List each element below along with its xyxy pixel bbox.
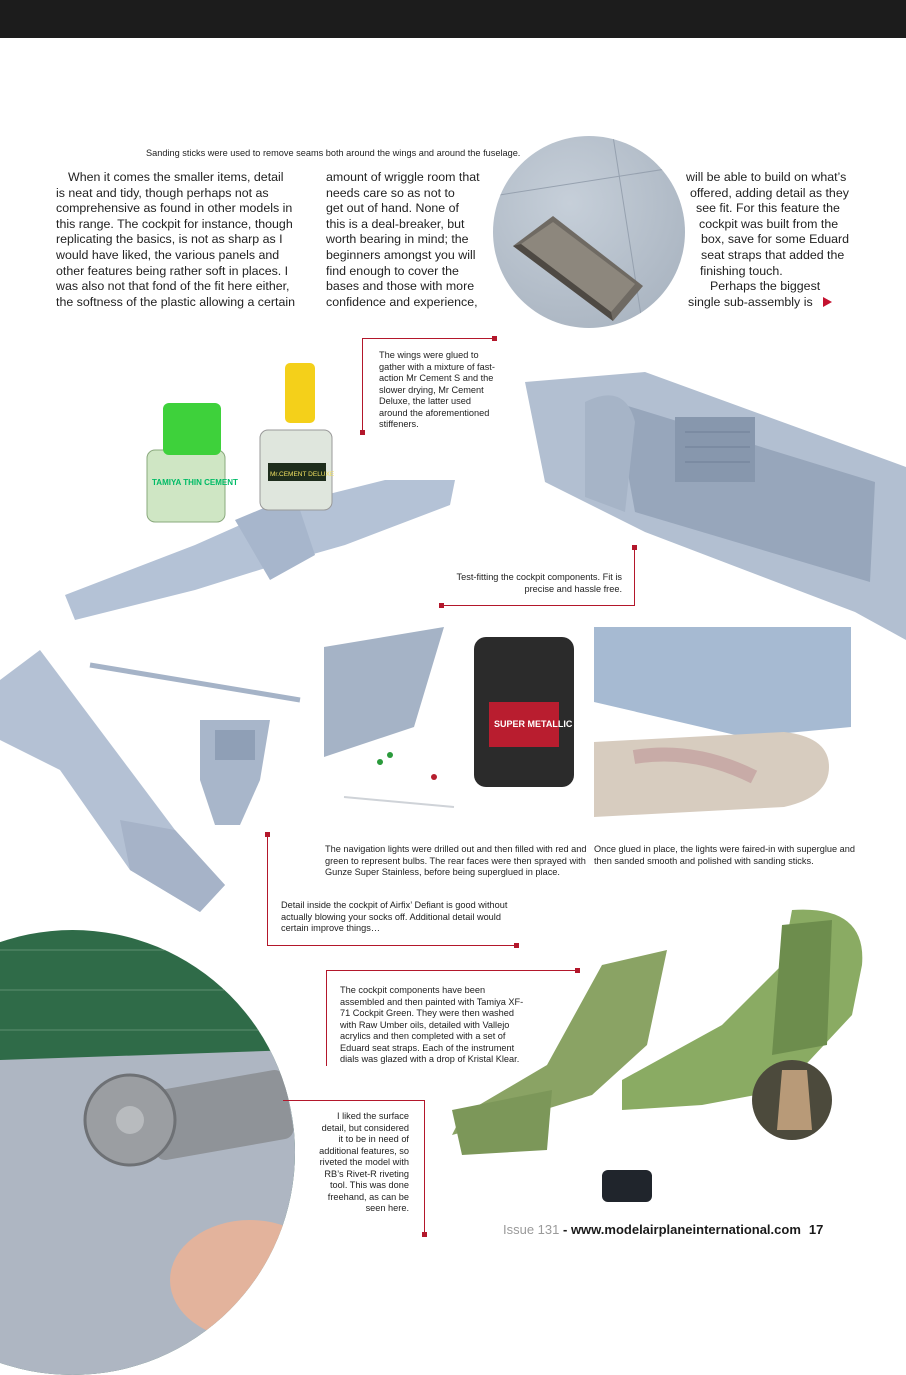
cockpit-floor-parts-photo xyxy=(0,650,320,912)
col3-line-8 xyxy=(670,295,870,311)
page-number: 17 xyxy=(808,1222,824,1237)
fuselage-illustration xyxy=(525,362,906,640)
col1-line-3: this range. The cockpit for instance, though xyxy=(56,216,293,231)
body-column-2 xyxy=(326,170,501,310)
riveting-tool-illustration xyxy=(0,930,295,1375)
green-bottle-label: TAMIYA THIN CEMENT xyxy=(152,478,238,487)
rivet-leader-horizontal xyxy=(283,1100,425,1101)
wings-leader-vertical xyxy=(362,338,363,433)
col3-line-4: box, save for some Eduard xyxy=(701,232,850,247)
painted-leader-end xyxy=(575,968,580,973)
sanding-stick-illustration xyxy=(493,136,685,328)
footer-site-link[interactable]: www.modelairplaneinternational.com xyxy=(570,1222,801,1237)
painted-leader-horizontal xyxy=(326,970,577,971)
page-footer xyxy=(503,1222,823,1237)
rivet-leader-end xyxy=(422,1232,427,1237)
col2-line-1: needs care so as not to xyxy=(326,185,455,200)
col1-line-8: the softness of the plastic allowing a certain xyxy=(56,294,295,309)
col2-line-4: worth bearing in mind; the xyxy=(326,232,469,247)
col3-line-7: Perhaps the biggest xyxy=(710,279,821,294)
col1-line-2: comprehensive as found in other models in xyxy=(56,201,293,216)
caption-painted: The cockpit components have been assembled and then painted with Tamiya XF-71 Cockpit Green. They were then washed with Raw Umber oils, detailed with Vallejo acrylics and then completed with a set of Eduard seat straps. Each of the instrument dials was glazed with a drop of Kristal Klear. xyxy=(340,985,524,1064)
col1-line-5: would have liked, the various panels and xyxy=(56,247,280,262)
col2-line-5: beginners amongst you will xyxy=(326,247,476,262)
testfit-leader-vertical xyxy=(634,548,635,606)
continue-arrow-icon xyxy=(823,297,832,307)
col3-line-5: seat straps that added the xyxy=(701,247,845,262)
detail-leader-vertical xyxy=(267,835,268,946)
caption-testfit: Test-fitting the cockpit components. Fit is precise and hassle free. xyxy=(456,572,622,594)
col2-line-3: this is a deal-breaker, but xyxy=(326,216,465,231)
caption-fairing: Once glued in place, the lights were faired-in with superglue and then sanded smooth and polished with sanding sticks. xyxy=(594,844,855,866)
riveting-tool-photo xyxy=(0,930,295,1375)
col1-line-0: When it comes the smaller items, detail xyxy=(68,170,284,184)
caption-rivets: I liked the surface detail, but considered it to be in need of additional features, so riveted the model with RB’s Rivet-R riveting tool. This was done freehand, as can be seen here. xyxy=(319,1111,409,1213)
fuselage-testfit-photo xyxy=(525,362,906,640)
painted-leader-vertical xyxy=(326,970,327,1066)
rivet-leader-vertical xyxy=(424,1100,425,1235)
col1-line-4: replicating the basics, is not as sharp as I xyxy=(56,232,283,247)
col2-line-8: confidence and experience, xyxy=(326,294,478,309)
footer-issue: Issue 131 xyxy=(503,1222,560,1237)
col3-line-1: offered, adding detail as they xyxy=(690,185,849,200)
yellow-bottle-label: Mr.CEMENT DELUXE xyxy=(270,471,335,478)
lights-fairing-photo xyxy=(594,627,851,833)
col1-line-1: is neat and tidy, though perhaps not as xyxy=(56,185,269,200)
wings-leader-start xyxy=(360,430,365,435)
sanding-stick-photo xyxy=(493,136,685,328)
nav-lights-photo xyxy=(324,627,580,833)
col2-line-6: find enough to cover the xyxy=(326,263,459,278)
caption-sanding: Sanding sticks were used to remove seams both around the wings and around the fuselage. xyxy=(146,148,521,158)
cockpit-floor-illustration xyxy=(0,650,320,912)
body-column-3 xyxy=(670,170,870,310)
top-bar xyxy=(0,0,906,38)
detail-leader-start xyxy=(265,832,270,837)
col1-line-6: other features being rather soft in places. I xyxy=(56,263,289,278)
col2-line-2: get out of hand. None of xyxy=(326,201,459,216)
wings-leader-horizontal xyxy=(362,338,495,339)
col2-line-0: amount of wriggle room that xyxy=(326,170,480,184)
nav-lights-illustration xyxy=(324,627,580,833)
fairing-illustration xyxy=(594,627,851,833)
testfit-leader-end xyxy=(632,545,637,550)
col3-line-2: see fit. For this feature the xyxy=(696,201,840,216)
body-column-1 xyxy=(56,170,296,310)
caption-detail: Detail inside the cockpit of Airfix’ Defiant is good without actually blowing your socks off. Additional detail would certain improve things… xyxy=(281,900,508,933)
caption-wings: The wings were glued to gather with a mixture of fast-action Mr Cement S and the slower drying, Mr Cement Deluxe, the latter used around the aforementioned stiffeners. xyxy=(379,350,495,429)
wings-leader-end xyxy=(492,336,497,341)
col3-line-0: will be able to build on what’s xyxy=(686,170,847,184)
testfit-leader-horizontal xyxy=(441,605,635,606)
metallic-bottle-label: SUPER METALLIC xyxy=(494,719,573,729)
footer-separator: - xyxy=(559,1222,571,1237)
col3-line-3: cockpit was built from the xyxy=(699,216,839,231)
col3-line-8-text: single sub-assembly is xyxy=(688,294,813,309)
col1-line-7: was also not that fond of the fit here either, xyxy=(56,279,290,294)
testfit-leader-start xyxy=(439,603,444,608)
col3-line-6: finishing touch. xyxy=(700,263,783,278)
caption-navlights: The navigation lights were drilled out and then filled with red and green to represent bulbs. The rear faces were then sprayed with Gunze Super Stainless, before being superglued in place. xyxy=(325,844,587,877)
col2-line-7: bases and those with more xyxy=(326,279,475,294)
